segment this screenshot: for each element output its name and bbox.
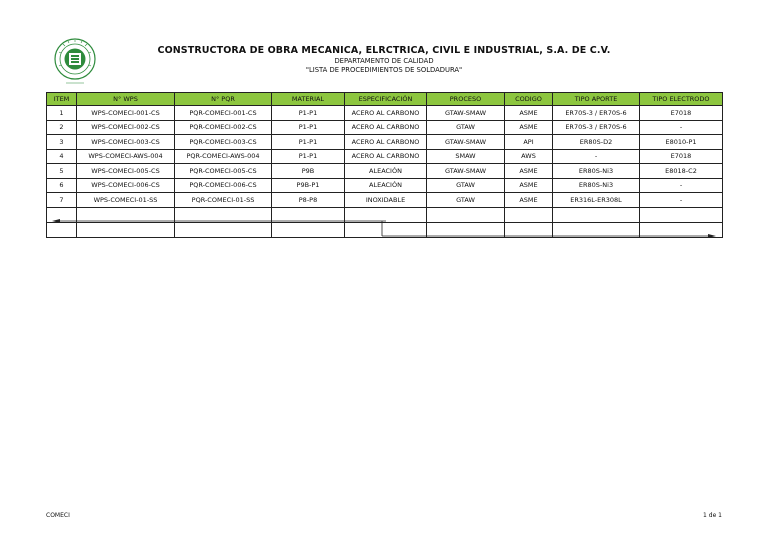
column-header-process: PROCESO — [427, 93, 505, 106]
table-cell: - — [640, 178, 723, 193]
table-body — [47, 106, 723, 238]
table-cell: E7018 — [640, 149, 723, 164]
table-cell: E7018 — [640, 106, 723, 121]
table-row — [47, 135, 723, 150]
table-cell: P1-P1 — [272, 120, 345, 135]
column-header-electrode-type: TIPO ELECTRODO — [640, 93, 723, 106]
table-cell: ALEACIÓN — [345, 178, 427, 193]
procedures-table — [46, 92, 723, 238]
table-cell: GTAW-SMAW — [427, 106, 505, 121]
table-cell: PQR-COMECI-001-CS — [175, 106, 272, 121]
table-cell: ER70S-3 / ER70S-6 — [553, 106, 640, 121]
table-cell: - — [553, 149, 640, 164]
table-cell — [77, 222, 175, 237]
table-cell — [553, 222, 640, 237]
table-cell: GTAW — [427, 193, 505, 208]
company-name: CONSTRUCTORA DE OBRA MECANICA, ELRCTRICA, CIVIL E INDUSTRIAL, S.A. DE C.V. — [157, 45, 611, 56]
table-row — [47, 120, 723, 135]
table-cell: WPS-COMECI-005-CS — [77, 164, 175, 179]
table-row — [47, 149, 723, 164]
table-cell: GTAW-SMAW — [427, 164, 505, 179]
table-row — [47, 164, 723, 179]
table-cell: WPS-COMECI-003-CS — [77, 135, 175, 150]
table-cell: ER80S-Ni3 — [553, 178, 640, 193]
table-cell: ASME — [505, 193, 553, 208]
table-cell: WPS-COMECI-01-SS — [77, 193, 175, 208]
table-cell: WPS-COMECI-AWS-004 — [77, 149, 175, 164]
table-cell: PQR-COMECI-005-CS — [175, 164, 272, 179]
column-header-wps: N° WPS — [77, 93, 175, 106]
table-cell: P8-P8 — [272, 193, 345, 208]
column-header-material: MATERIAL — [272, 93, 345, 106]
table-cell — [175, 222, 272, 237]
table-cell — [505, 207, 553, 222]
table-cell — [272, 207, 345, 222]
table-cell — [553, 207, 640, 222]
table-cell: WPS-COMECI-006-CS — [77, 178, 175, 193]
table-cell: PQR-COMECI-002-CS — [175, 120, 272, 135]
table-cell: P1-P1 — [272, 149, 345, 164]
table-row — [47, 106, 723, 121]
table-cell: SMAW — [427, 149, 505, 164]
procedures-sheet — [46, 92, 722, 238]
table-cell — [427, 222, 505, 237]
footer-company: COMECI — [46, 512, 70, 519]
column-header-specification: ESPECIFICACIÓN — [345, 93, 427, 106]
table-cell: ER80S-Ni3 — [553, 164, 640, 179]
column-header-pqr: N° PQR — [175, 93, 272, 106]
table-cell: E8018-C2 — [640, 164, 723, 179]
table-cell: 6 — [47, 178, 77, 193]
table-cell: ALEACIÓN — [345, 164, 427, 179]
table-cell: P9B — [272, 164, 345, 179]
table-cell: ASME — [505, 164, 553, 179]
table-cell: 2 — [47, 120, 77, 135]
table-cell: GTAW — [427, 120, 505, 135]
table-cell: ER80S-D2 — [553, 135, 640, 150]
table-cell: P1-P1 — [272, 135, 345, 150]
table-cell: PQR-COMECI-01-SS — [175, 193, 272, 208]
table-cell: PQR-COMECI-003-CS — [175, 135, 272, 150]
table-cell — [345, 207, 427, 222]
table-cell: AWS — [505, 149, 553, 164]
table-cell: 3 — [47, 135, 77, 150]
table-cell: PQR-COMECI-006-CS — [175, 178, 272, 193]
column-header-item: ITEM — [47, 93, 77, 106]
table-cell: GTAW — [427, 178, 505, 193]
table-cell — [640, 222, 723, 237]
table-cell: 5 — [47, 164, 77, 179]
table-cell: ASME — [505, 120, 553, 135]
table-cell — [272, 222, 345, 237]
table-cell: ACERO AL CARBONO — [345, 149, 427, 164]
table-cell — [77, 207, 175, 222]
table-cell — [345, 222, 427, 237]
company-logo — [52, 35, 98, 87]
table-cell: E8010-P1 — [640, 135, 723, 150]
table-cell: - — [640, 193, 723, 208]
table-cell — [47, 207, 77, 222]
table-cell: WPS-COMECI-002-CS — [77, 120, 175, 135]
seal-logo-icon — [52, 35, 98, 87]
table-cell: 1 — [47, 106, 77, 121]
table-cell: P1-P1 — [272, 106, 345, 121]
page-number: 1 de 1 — [703, 512, 722, 519]
column-header-filler-type: TIPO APORTE — [553, 93, 640, 106]
table-cell: INOXIDABLE — [345, 193, 427, 208]
table-cell: ER70S-3 / ER70S-6 — [553, 120, 640, 135]
table-cell: 7 — [47, 193, 77, 208]
table-cell: API — [505, 135, 553, 150]
table-cell — [47, 222, 77, 237]
document-header — [100, 44, 668, 75]
list-title: "LISTA DE PROCEDIMIENTOS DE SOLDADURA" — [305, 66, 463, 74]
department-name: DEPARTAMENTO DE CALIDAD — [334, 57, 434, 65]
table-cell: ASME — [505, 178, 553, 193]
table-cell — [640, 207, 723, 222]
column-header-code: CODIGO — [505, 93, 553, 106]
table-cell: - — [640, 120, 723, 135]
table-cell: ACERO AL CARBONO — [345, 120, 427, 135]
table-cell: P9B-P1 — [272, 178, 345, 193]
table-cell: GTAW-SMAW — [427, 135, 505, 150]
table-header-row — [47, 93, 723, 106]
table-cell: ASME — [505, 106, 553, 121]
table-row — [47, 193, 723, 208]
table-cell: ACERO AL CARBONO — [345, 135, 427, 150]
table-cell: ACERO AL CARBONO — [345, 106, 427, 121]
table-row — [47, 178, 723, 193]
table-cell: 4 — [47, 149, 77, 164]
table-cell: ER316L-ER308L — [553, 193, 640, 208]
blank-row — [47, 207, 723, 222]
table-cell — [427, 207, 505, 222]
blank-row — [47, 222, 723, 237]
table-cell — [175, 207, 272, 222]
table-cell: WPS-COMECI-001-CS — [77, 106, 175, 121]
table-cell — [505, 222, 553, 237]
table-cell: PQR-COMECI-AWS-004 — [175, 149, 272, 164]
